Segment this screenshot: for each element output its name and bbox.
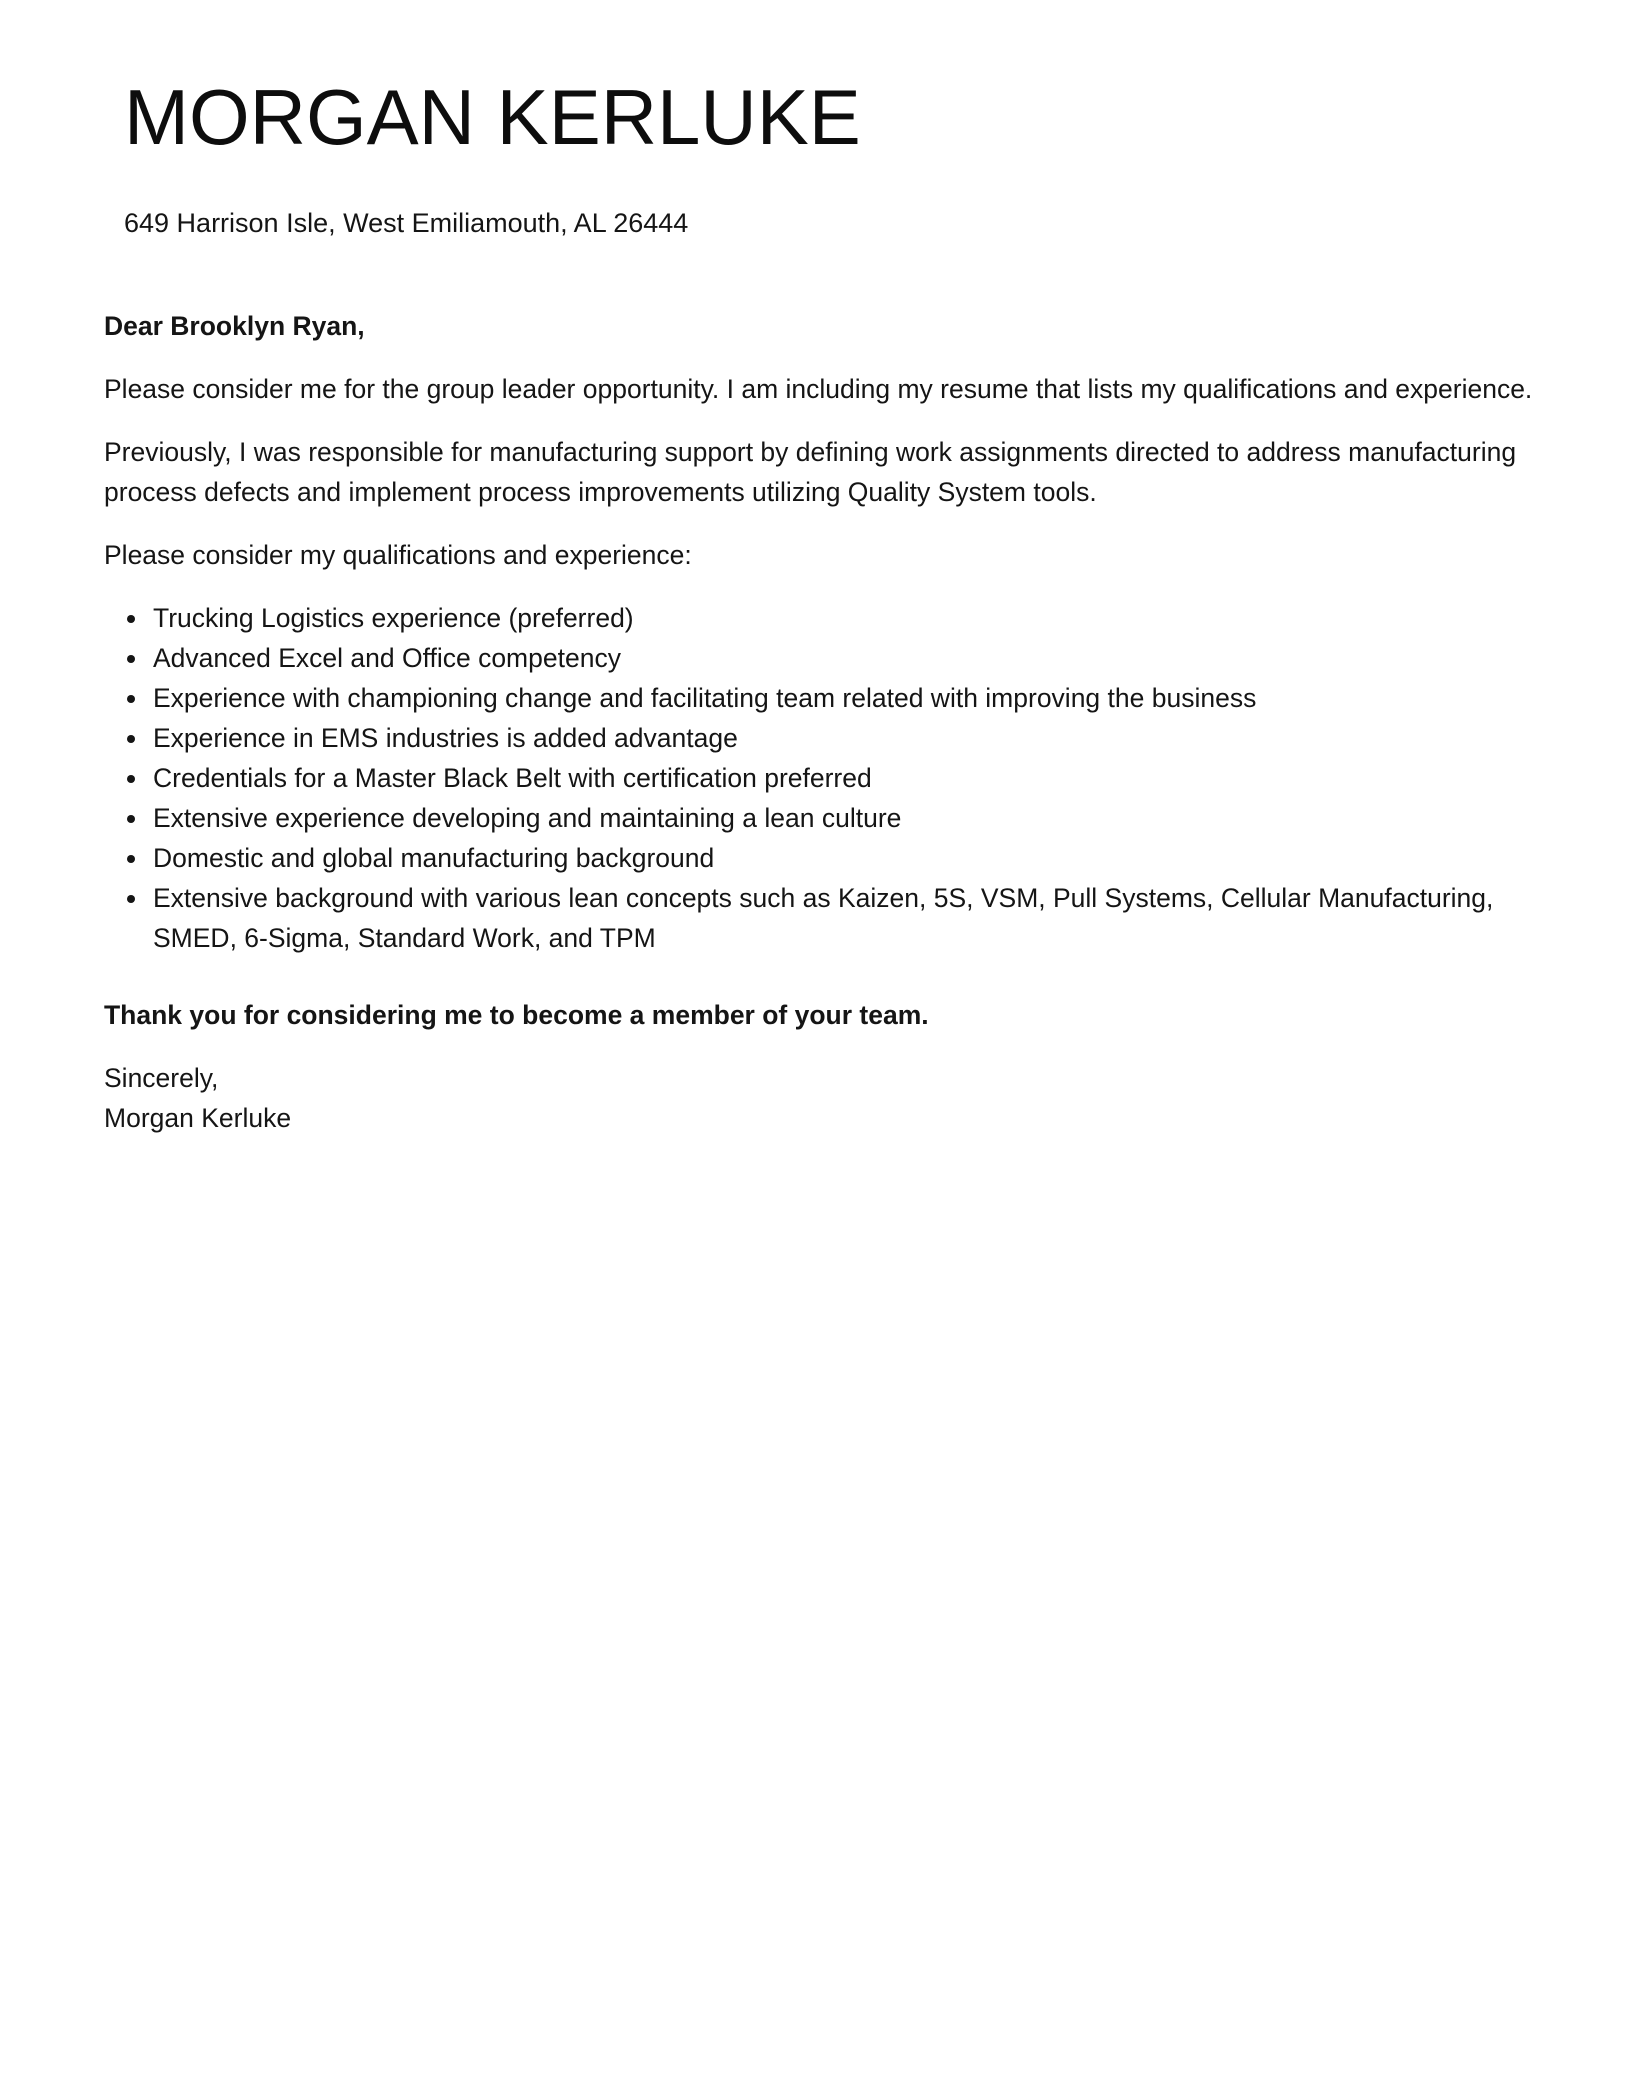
list-item-text: Extensive experience developing and maintaining a lean culture bbox=[153, 803, 902, 833]
experience-paragraph: Previously, I was responsible for manufacturing support by defining work assignments directed to address manufacturing process defects and implement process improvements utilizing Quality System tools. bbox=[104, 437, 1517, 507]
bullet-icon bbox=[127, 735, 135, 743]
list-item bbox=[153, 798, 1534, 838]
intro-paragraph: Please consider me for the group leader opportunity. I am including my resume that lists my qualifications and experience. bbox=[104, 374, 1533, 404]
bullet-icon bbox=[127, 695, 135, 703]
bullet-icon bbox=[127, 615, 135, 623]
list-item bbox=[153, 878, 1534, 958]
list-item-text: Experience in EMS industries is added advantage bbox=[153, 723, 738, 753]
greeting: Dear Brooklyn Ryan, bbox=[104, 311, 365, 341]
bullet-icon bbox=[127, 895, 135, 903]
letter-header bbox=[124, 72, 861, 240]
signature: Morgan Kerluke bbox=[104, 1103, 292, 1133]
list-item bbox=[153, 638, 1534, 678]
list-item-text: Experience with championing change and facilitating team related with improving the business bbox=[153, 683, 1257, 713]
applicant-address: 649 Harrison Isle, West Emiliamouth, AL 26444 bbox=[124, 208, 689, 238]
qualifications-intro: Please consider my qualifications and experience: bbox=[104, 540, 692, 570]
bullet-icon bbox=[127, 655, 135, 663]
list-item bbox=[153, 758, 1534, 798]
qualifications-list bbox=[104, 598, 1534, 958]
signoff: Sincerely, bbox=[104, 1063, 219, 1093]
bullet-icon bbox=[127, 775, 135, 783]
letter-body bbox=[104, 306, 1534, 1138]
applicant-name: MORGAN KERLUKE bbox=[124, 73, 861, 161]
list-item bbox=[153, 678, 1534, 718]
closing-line: Thank you for considering me to become a member of your team. bbox=[104, 1000, 929, 1030]
list-item-text: Advanced Excel and Office competency bbox=[153, 643, 621, 673]
list-item bbox=[153, 598, 1534, 638]
list-item bbox=[153, 718, 1534, 758]
list-item bbox=[153, 838, 1534, 878]
bullet-icon bbox=[127, 815, 135, 823]
bullet-icon bbox=[127, 855, 135, 863]
list-item-text: Domestic and global manufacturing background bbox=[153, 843, 715, 873]
list-item-text: Trucking Logistics experience (preferred) bbox=[153, 603, 634, 633]
list-item-text: Extensive background with various lean concepts such as Kaizen, 5S, VSM, Pull Systems, Cellular Manufacturing, SMED, 6-Sigma, Standard Work, and TPM bbox=[153, 883, 1494, 953]
list-item-text: Credentials for a Master Black Belt with certification preferred bbox=[153, 763, 872, 793]
